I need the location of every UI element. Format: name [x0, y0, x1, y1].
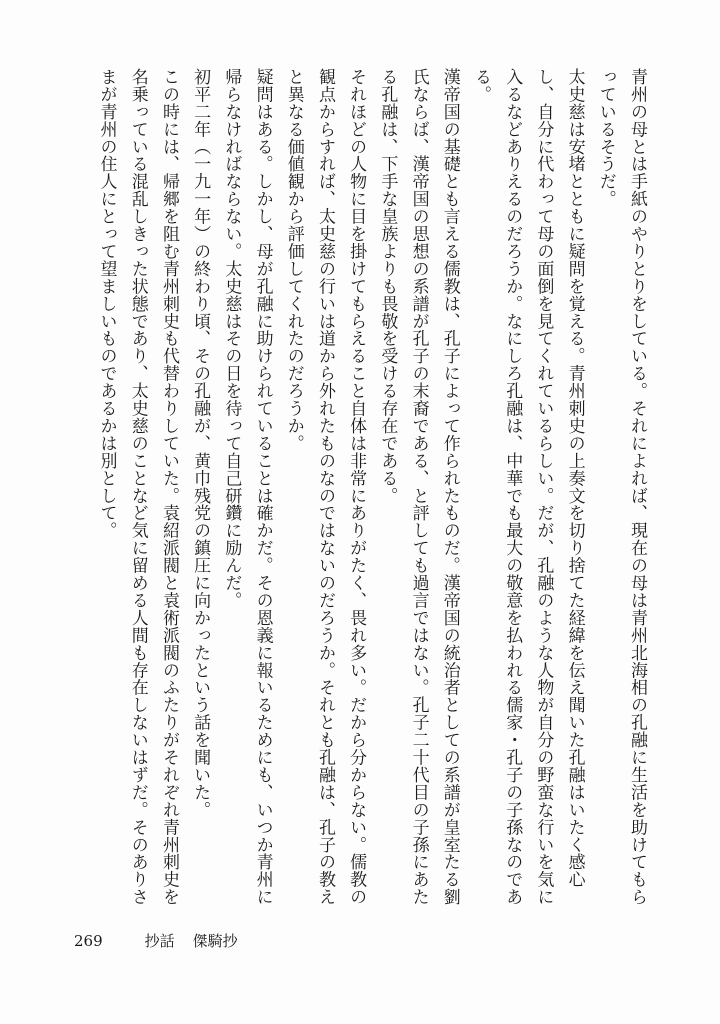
running-title: 抄話	[144, 932, 175, 950]
paragraph: 太史慈は安堵とともに疑問を覚える。青州刺史の上奏文を切り捨てた経緯を伝え聞いた孔融はいたく感心し、自分に代わって母の面倒を見てくれているらしい。だが、孔融のような人物が自分の野蛮な行いを気に入るなどありえるのだろうか。なにしろ孔融は、中華でも最大の敬意を払われる儒家・孔子の子孫なのである。	[470, 68, 585, 906]
paragraph: 漢帝国の基礎とも言える儒教は、孔子によって作られたものだ。漢帝国の統治者としての系譜が皇室たる劉氏ならば、漢帝国の思想の系譜が孔子の末裔である、と評しても過言ではない。孔子二十代目の子孫にあたる孔融は、下手な皇族よりも畏敬を受ける存在である。	[377, 68, 460, 906]
paragraph: 青州の母とは手紙のやりとりをしている。それによれば、現在の母は青州北海相の孔融に生活を助けてもらっているそうだ。	[595, 68, 647, 906]
paragraph: それほどの人物に目を掛けてもらえること自体は非常にありがたく、畏れ多い。だから分からない。儒教の観点からすれば、太史慈の行いは道から外れたものなのではないのだろうか。それとも孔融は、孔子の教えと異なる価値観から評価してくれたのだろうか。	[283, 68, 367, 906]
paragraph: この時には、帰郷を阻む青州刺史も代替わりしていた。袁紹派閥と袁術派閥のふたりがそれぞれ青州刺史を名乗っている混乱しきった状態であり、太史慈のことなど気に留める人間も存在しないはずだ。そのありさまが青州の住人にとって望ましいものであるかは別として。	[96, 68, 179, 906]
paragraph: 疑問はある。しかし、母が孔融に助けられていることは確かだ。その恩義に報いるためにも、いつか青州に帰らなければならない。太史慈はその日を待って自己研鑽に励んだ。	[221, 68, 273, 906]
page-number: 269	[74, 932, 103, 950]
paragraph: 初平二年（一九一年）の終わり頃、その孔融が、黄巾残党の鎮圧に向かったという話を聞いた。	[190, 68, 211, 819]
vertical-body-text	[54, 68, 652, 910]
running-subtitle: 傑騎抄	[192, 932, 238, 950]
page-footer	[74, 930, 238, 951]
